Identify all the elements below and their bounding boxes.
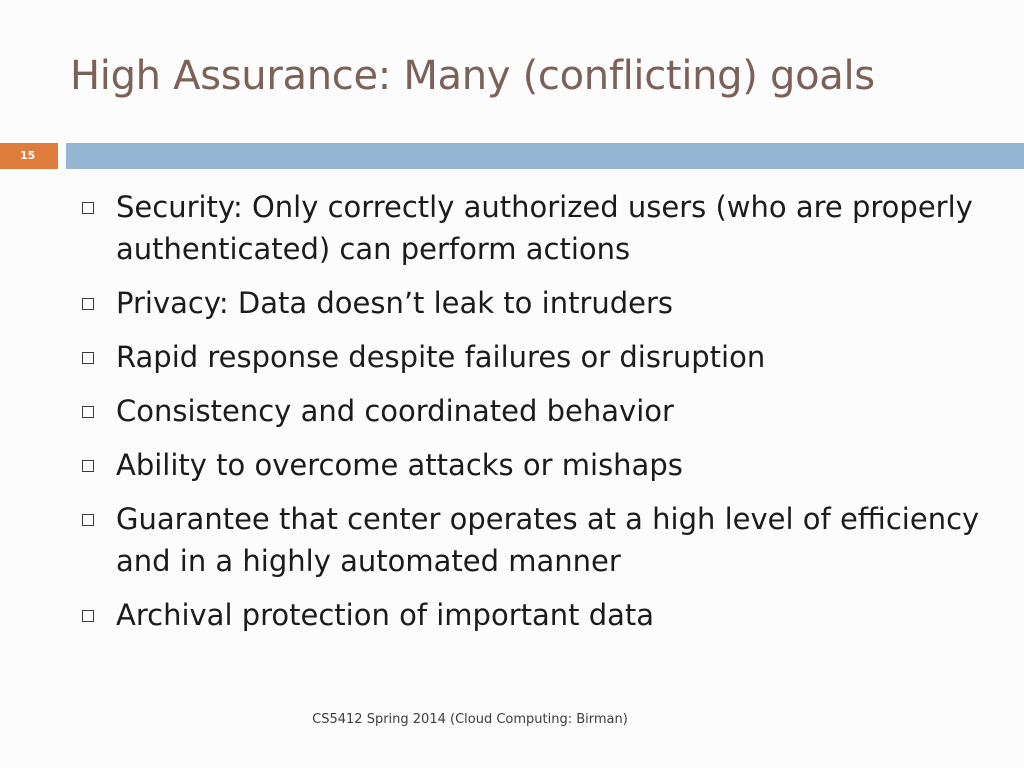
- bullet-text: Privacy: Data doesn’t leak to intruders: [116, 286, 674, 320]
- bullet-item: [80, 444, 980, 486]
- bullet-item: [80, 186, 980, 270]
- bullet-item: [80, 282, 980, 324]
- bullet-text: Consistency and coordinated behavior: [116, 394, 674, 428]
- bullet-text: Archival protection of important data: [116, 598, 655, 632]
- square-bullet-icon: [82, 298, 94, 310]
- bullet-text: Rapid response despite failures or disruption: [116, 340, 766, 374]
- bullet-text: Guarantee that center operates at a high level of efficiency and in a highly automated manner: [116, 502, 980, 578]
- square-bullet-icon: [82, 610, 94, 622]
- bullet-text: Ability to overcome attacks or mishaps: [116, 448, 683, 482]
- bullet-item: [80, 498, 980, 582]
- bullet-list: [80, 186, 980, 648]
- title-divider-bar: [66, 143, 1024, 169]
- bullet-item: [80, 390, 980, 432]
- bullet-item: [80, 336, 980, 378]
- slide-title: High Assurance: Many (conflicting) goals: [70, 53, 875, 99]
- square-bullet-icon: [82, 460, 94, 472]
- bullet-text: Security: Only correctly authorized users (who are properly authenticated) can perform actions: [116, 190, 973, 266]
- square-bullet-icon: [82, 352, 94, 364]
- slide-footer: CS5412 Spring 2014 (Cloud Computing: Birman): [312, 712, 628, 727]
- square-bullet-icon: [82, 514, 94, 526]
- square-bullet-icon: [82, 202, 94, 214]
- bullet-item: [80, 594, 980, 636]
- slide-number: 15: [0, 143, 58, 169]
- square-bullet-icon: [82, 406, 94, 418]
